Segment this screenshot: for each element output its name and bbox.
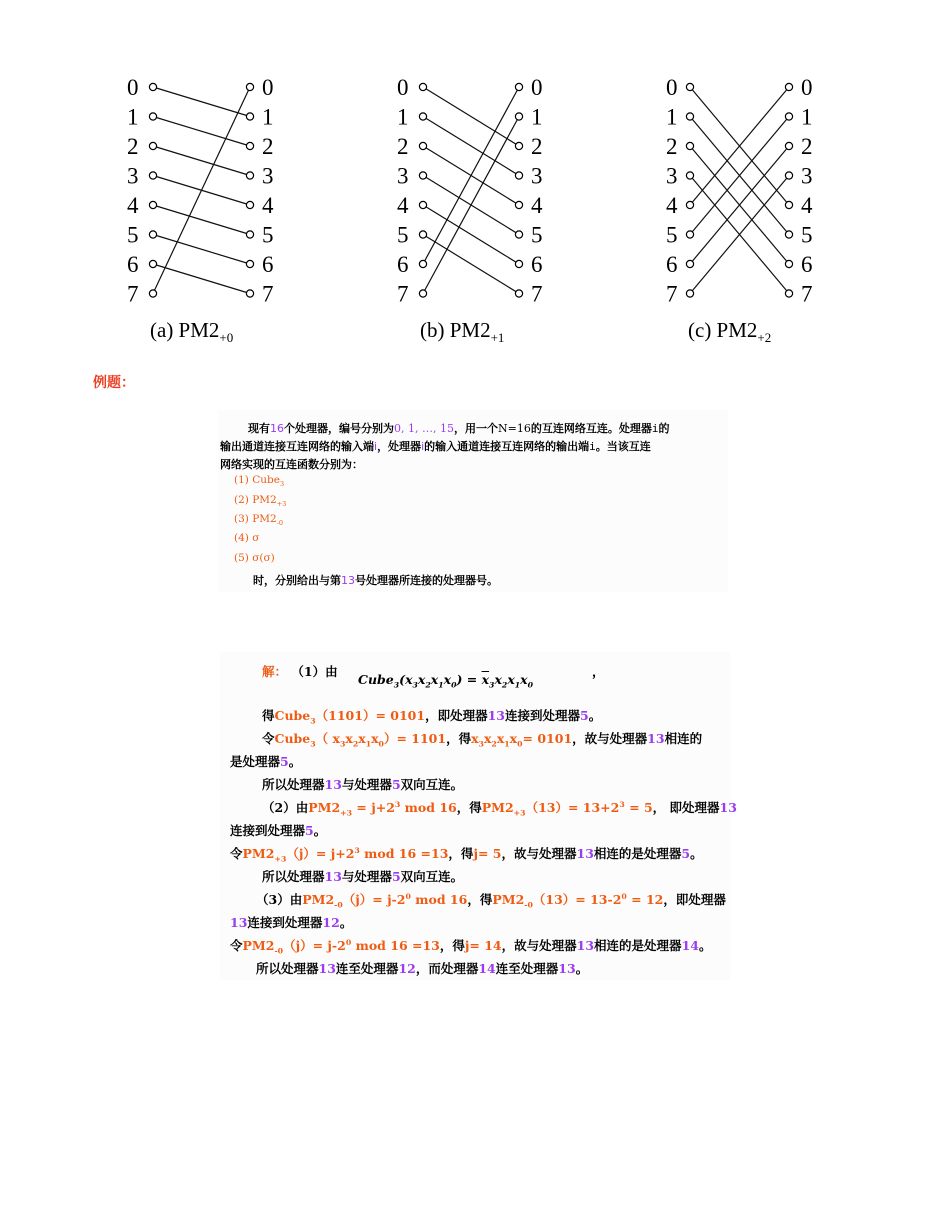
output-port <box>246 260 253 267</box>
input-label: 4 <box>127 193 139 218</box>
output-label: 6 <box>262 252 274 277</box>
output-port <box>246 83 253 90</box>
problem-line-1: 现有16个处理器，编号分别为0, 1, …, 15，用一个N=16的互连网络互连。处理器i的 <box>248 422 670 435</box>
formula-comma: ， <box>592 664 605 679</box>
output-label: 3 <box>531 163 543 189</box>
output-label: 3 <box>262 163 274 189</box>
problem-item-1: (1) Cube$_3$ <box>234 474 285 489</box>
problem-line-2: 输出通道连接互连网络的输入端i，处理器i的输入通道连接互连网络的输出端i。当该互连 <box>220 440 651 453</box>
input-port <box>149 201 156 208</box>
solution-line-7: 令$PM2_{+3}(j)= j+2^3$ mod 16 =13，得j= 5，故与处理器13相连的是处理器5。 <box>230 845 703 864</box>
connection-line <box>153 235 250 265</box>
output-port <box>246 142 253 149</box>
input-port <box>686 113 693 120</box>
input-label: 2 <box>397 134 409 159</box>
solution-line-1: 得Cube$_3$（1101）= 0101，即处理器13连接到处理器5。 <box>262 708 602 726</box>
connection-line <box>153 87 250 117</box>
output-port <box>515 201 522 208</box>
connection-line <box>153 205 250 235</box>
input-label: 7 <box>127 281 139 307</box>
solution-line-4: 所以处理器13与处理器5双向互连。 <box>262 777 464 792</box>
connection-line <box>423 117 519 176</box>
problem-line-3: 网络实现的互连函数分别为： <box>220 458 363 471</box>
solution-line-8: 所以处理器13与处理器5双向互连。 <box>262 869 464 884</box>
output-port <box>515 231 522 238</box>
output-port <box>785 260 792 267</box>
solution-line-2: 令Cube$_3$（ $x_3x_2x_1x_0)= 1101$，得$x_3x_2x_1x_0= 0101$，故与处理器13相连的 <box>262 731 703 749</box>
output-port <box>785 201 792 208</box>
diagram-caption: (a) $PM2_{+0}$ <box>150 318 234 345</box>
problem-item-3: (3) $PM2_{-0}$ <box>234 513 284 528</box>
output-label: 6 <box>531 252 543 277</box>
problem-item-2: (2) $PM2_{+3}$ <box>234 494 287 509</box>
solution-line-10: 13连接到处理器12。 <box>230 915 353 930</box>
connection-line <box>153 264 250 294</box>
solution-line-5: （2）由$PM2_{+3} = j+2^3$ mod 16，得$PM2_{+3}(13)= 13+2^3 = 5$， 即处理器13 <box>262 799 737 818</box>
input-port <box>686 260 693 267</box>
input-label: 2 <box>666 134 678 159</box>
solution-line-9: （3）由$PM2_{-0}(j)= j-2^0$ mod 16，得$PM2_{-0}(13)= 13-2^0 = 12$，即处理器 <box>256 891 726 910</box>
input-port <box>419 260 426 267</box>
diagram-caption: (b) $PM2_{+1}$ <box>420 318 505 345</box>
output-port <box>515 113 522 120</box>
output-port <box>785 113 792 120</box>
output-label: 3 <box>801 163 813 189</box>
output-port <box>515 83 522 90</box>
input-label: 7 <box>397 281 409 307</box>
output-label: 4 <box>531 193 543 218</box>
input-port <box>419 142 426 149</box>
output-port <box>246 201 253 208</box>
connection-line <box>423 117 519 294</box>
input-label: 1 <box>666 104 678 130</box>
input-label: 3 <box>127 163 139 189</box>
output-label: 2 <box>262 134 274 159</box>
input-label: 5 <box>397 222 409 248</box>
output-port <box>246 113 253 120</box>
output-label: 5 <box>531 222 543 248</box>
input-label: 3 <box>666 163 678 189</box>
example-heading: 例题： <box>93 375 135 391</box>
problem-item-5: (5) σ(σ) <box>234 552 275 564</box>
output-label: 7 <box>531 281 543 307</box>
output-port <box>785 231 792 238</box>
input-port <box>686 142 693 149</box>
output-port <box>785 142 792 149</box>
input-label: 0 <box>127 75 139 100</box>
connection-line <box>153 117 250 147</box>
input-port <box>419 290 426 297</box>
input-label: 6 <box>127 252 139 277</box>
connection-line <box>423 205 519 264</box>
output-port <box>785 172 792 179</box>
input-label: 0 <box>397 75 409 100</box>
input-label: 4 <box>666 193 678 218</box>
solution-line-12: 所以处理器13连至处理器12，而处理器14连至处理器13。 <box>256 961 589 976</box>
input-port <box>149 142 156 149</box>
input-port <box>686 172 693 179</box>
input-label: 2 <box>127 134 139 159</box>
solution-line-6: 连接到处理器5。 <box>230 823 327 838</box>
cube3-formula: $Cube_3(x_3x_2x_1x_0) = \overline{x}_3x_2x_1x_0$ <box>358 672 534 690</box>
output-label: 7 <box>801 281 813 307</box>
solution-intro: 解： （1）由 <box>262 664 338 679</box>
connection-line <box>423 235 519 294</box>
input-label: 0 <box>666 75 678 100</box>
output-port <box>515 290 522 297</box>
connection-line <box>423 87 519 264</box>
input-label: 3 <box>397 163 409 189</box>
output-label: 4 <box>262 193 274 218</box>
output-port <box>515 142 522 149</box>
connection-line <box>153 87 250 294</box>
input-label: 4 <box>397 193 409 218</box>
output-label: 5 <box>801 222 813 248</box>
input-label: 1 <box>127 104 139 130</box>
solution-box <box>220 652 737 980</box>
connection-line <box>153 146 250 176</box>
input-port <box>419 113 426 120</box>
solution-line-11: 令$PM2_{-0}(j)= j-2^0$ mod 16 =13，得j= 14，故与处理器13相连的是处理器14。 <box>230 937 712 956</box>
input-port <box>686 83 693 90</box>
output-port <box>246 231 253 238</box>
output-port <box>785 290 792 297</box>
input-port <box>419 83 426 90</box>
input-port <box>686 231 693 238</box>
output-label: 5 <box>262 222 274 248</box>
problem-line-4: 时，分别给出与第13号处理器所连接的处理器号。 <box>253 574 498 587</box>
diagram-caption: (c) $PM2_{+2}$ <box>688 318 772 345</box>
output-label: 6 <box>801 252 813 277</box>
input-label: 5 <box>666 222 678 248</box>
input-port <box>419 231 426 238</box>
problem-box <box>218 410 728 592</box>
output-label: 0 <box>531 75 543 100</box>
solution-line-3: 是处理器5。 <box>230 754 302 769</box>
input-port <box>149 83 156 90</box>
input-label: 7 <box>666 281 678 307</box>
output-label: 1 <box>801 104 813 130</box>
output-label: 1 <box>531 104 543 130</box>
input-label: 6 <box>666 252 678 277</box>
input-port <box>419 172 426 179</box>
input-port <box>149 260 156 267</box>
connection-line <box>423 87 519 146</box>
output-port <box>515 260 522 267</box>
output-port <box>515 172 522 179</box>
input-label: 6 <box>397 252 409 277</box>
input-port <box>419 201 426 208</box>
input-port <box>686 201 693 208</box>
output-port <box>785 83 792 90</box>
input-port <box>686 290 693 297</box>
output-label: 7 <box>262 281 274 307</box>
output-label: 2 <box>801 134 813 159</box>
input-port <box>149 172 156 179</box>
problem-item-4: (4) σ <box>234 532 260 544</box>
input-port <box>149 231 156 238</box>
output-label: 2 <box>531 134 543 159</box>
input-label: 5 <box>127 222 139 248</box>
output-label: 0 <box>801 75 813 100</box>
input-port <box>149 113 156 120</box>
pm2-diagrams <box>0 0 935 360</box>
output-port <box>246 172 253 179</box>
input-label: 1 <box>397 104 409 130</box>
output-label: 4 <box>801 193 813 218</box>
input-port <box>149 290 156 297</box>
output-label: 1 <box>262 104 274 130</box>
output-label: 0 <box>262 75 274 100</box>
output-port <box>246 290 253 297</box>
